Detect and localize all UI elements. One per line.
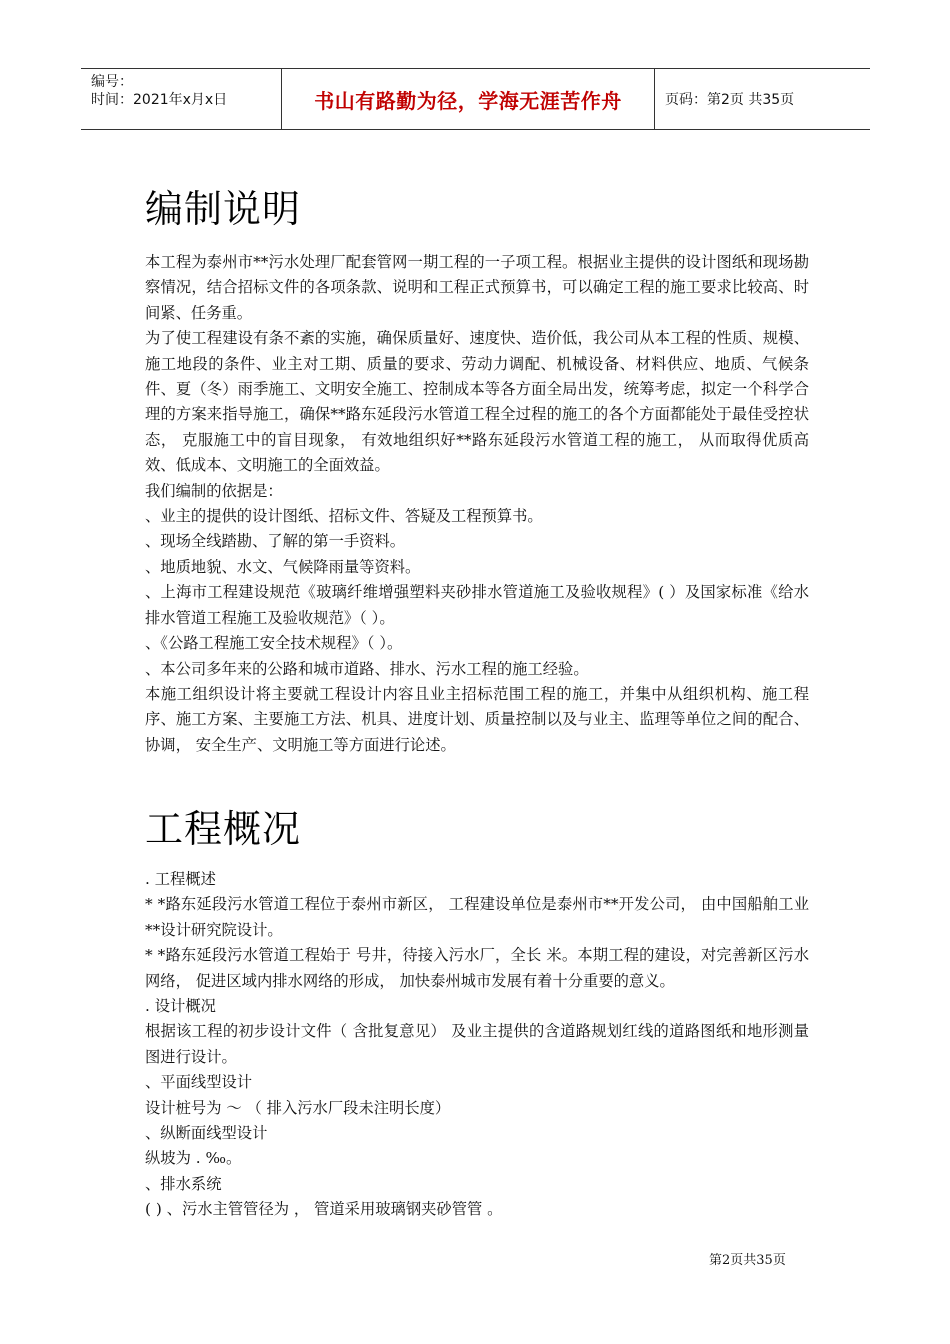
paragraph: 纵坡为 . ‰。 bbox=[145, 1149, 242, 1168]
paragraph: 为了使工程建设有条不紊的实施，确保质量好、速度快、造价低，我公司从本工程的性质、规模、施工地段的条件、业主对工期、质量的要求、劳动力调配、机械设备、材料供应、地质、气候条件、夏（冬）雨季施工、文明安全施工、控制成本等各方面全局出发，统筹考虑，拟定一个科学合理的方案来指导施工，确保**路东延段污水管道工程全过程的施工的各个方面都能处于最佳受控状态， 克服施工中的盲目现象， 有效地组织好**路东延段污水管道工程的施工， 从而取得优质高效、低成本、文明施工的全面效益。 bbox=[145, 329, 809, 475]
list-item: 、《公路工程施工安全技术规程》（ ）。 bbox=[145, 634, 403, 653]
paragraph: 我们编制的依据是： bbox=[145, 481, 283, 500]
list-item: 、上海市工程建设规范《玻璃纤维增强塑料夹砂排水管道施工及验收规程》( ）及国家标准《给水排水管道工程施工及验收规范》（ ）。 bbox=[145, 583, 809, 627]
footer-page-number: 第2页共35页 bbox=[709, 1253, 786, 1268]
section-title-project-overview: 工程概况 bbox=[145, 807, 302, 851]
list-item: 、排水系统 bbox=[145, 1174, 222, 1193]
paragraph: 设计桩号为 ～ （ 排入污水厂段未注明长度） bbox=[145, 1098, 451, 1117]
list-item: 、业主的提供的设计图纸、招标文件、答疑及工程预算书。 bbox=[145, 507, 543, 526]
header-meta-cell bbox=[81, 69, 282, 129]
list-item: 、平面线型设计 bbox=[145, 1073, 253, 1092]
section-body-compilation-notes bbox=[145, 250, 809, 758]
subheading: . 设计概况 bbox=[145, 997, 216, 1016]
paragraph: ( ) 、污水主管管径为 ， 管道采用玻璃钢夹砂管管 。 bbox=[145, 1200, 503, 1219]
page-header bbox=[81, 68, 870, 130]
header-motto-cell bbox=[282, 69, 655, 129]
paragraph: * *路东延段污水管道工程位于泰州市新区， 工程建设单位是泰州市**开发公司， 由中国船舶工业**设计研究院设计。 bbox=[145, 895, 809, 939]
section-title-compilation-notes: 编制说明 bbox=[145, 187, 302, 231]
paragraph: * *路东延段污水管道工程始于 号井，待接入污水厂，全长 米。本期工程的建设，对完善新区污水网络， 促进区域内排水网络的形成， 加快泰州城市发展有着十分重要的意义。 bbox=[145, 946, 809, 990]
paragraph: 根据该工程的初步设计文件（ 含批复意见） 及业主提供的含道路规划红线的道路图纸和地形测量图进行设计。 bbox=[145, 1022, 809, 1066]
header-page-info: 页码：第2页 共35页 bbox=[665, 92, 795, 108]
list-item: 、纵断面线型设计 bbox=[145, 1124, 268, 1143]
paragraph: 本施工组织设计将主要就工程设计内容且业主招标范围工程的施工，并集中从组织机构、施工程序、施工方案、主要施工方法、机具、进度计划、质量控制以及与业主、监理等单位之间的配合、协调， 安全生产、文明施工等方面进行论述。 bbox=[145, 684, 809, 754]
paragraph: 本工程为泰州市**污水处理厂配套管网一期工程的一子项工程。根据业主提供的设计图纸和现场勘察情况，结合招标文件的各项条款、说明和工程正式预算书，可以确定工程的施工要求比较高、时间紧、任务重。 bbox=[145, 253, 809, 322]
section-body-project-overview bbox=[145, 867, 809, 1223]
list-item: 、现场全线踏勘、了解的第一手资料。 bbox=[145, 532, 406, 551]
header-page-cell bbox=[655, 69, 870, 129]
header-motto: 书山有路勤为径，学海无涯苦作舟 bbox=[314, 88, 622, 113]
subheading: . 工程概述 bbox=[145, 870, 216, 888]
document-number-label: 编号： bbox=[91, 74, 133, 90]
document-date-label: 时间：2021年x月x日 bbox=[91, 92, 228, 108]
list-item: 、本公司多年来的公路和城市道路、排水、污水工程的施工经验。 bbox=[145, 659, 589, 678]
list-item: 、地质地貌、水文、气候降雨量等资料。 bbox=[145, 557, 421, 576]
